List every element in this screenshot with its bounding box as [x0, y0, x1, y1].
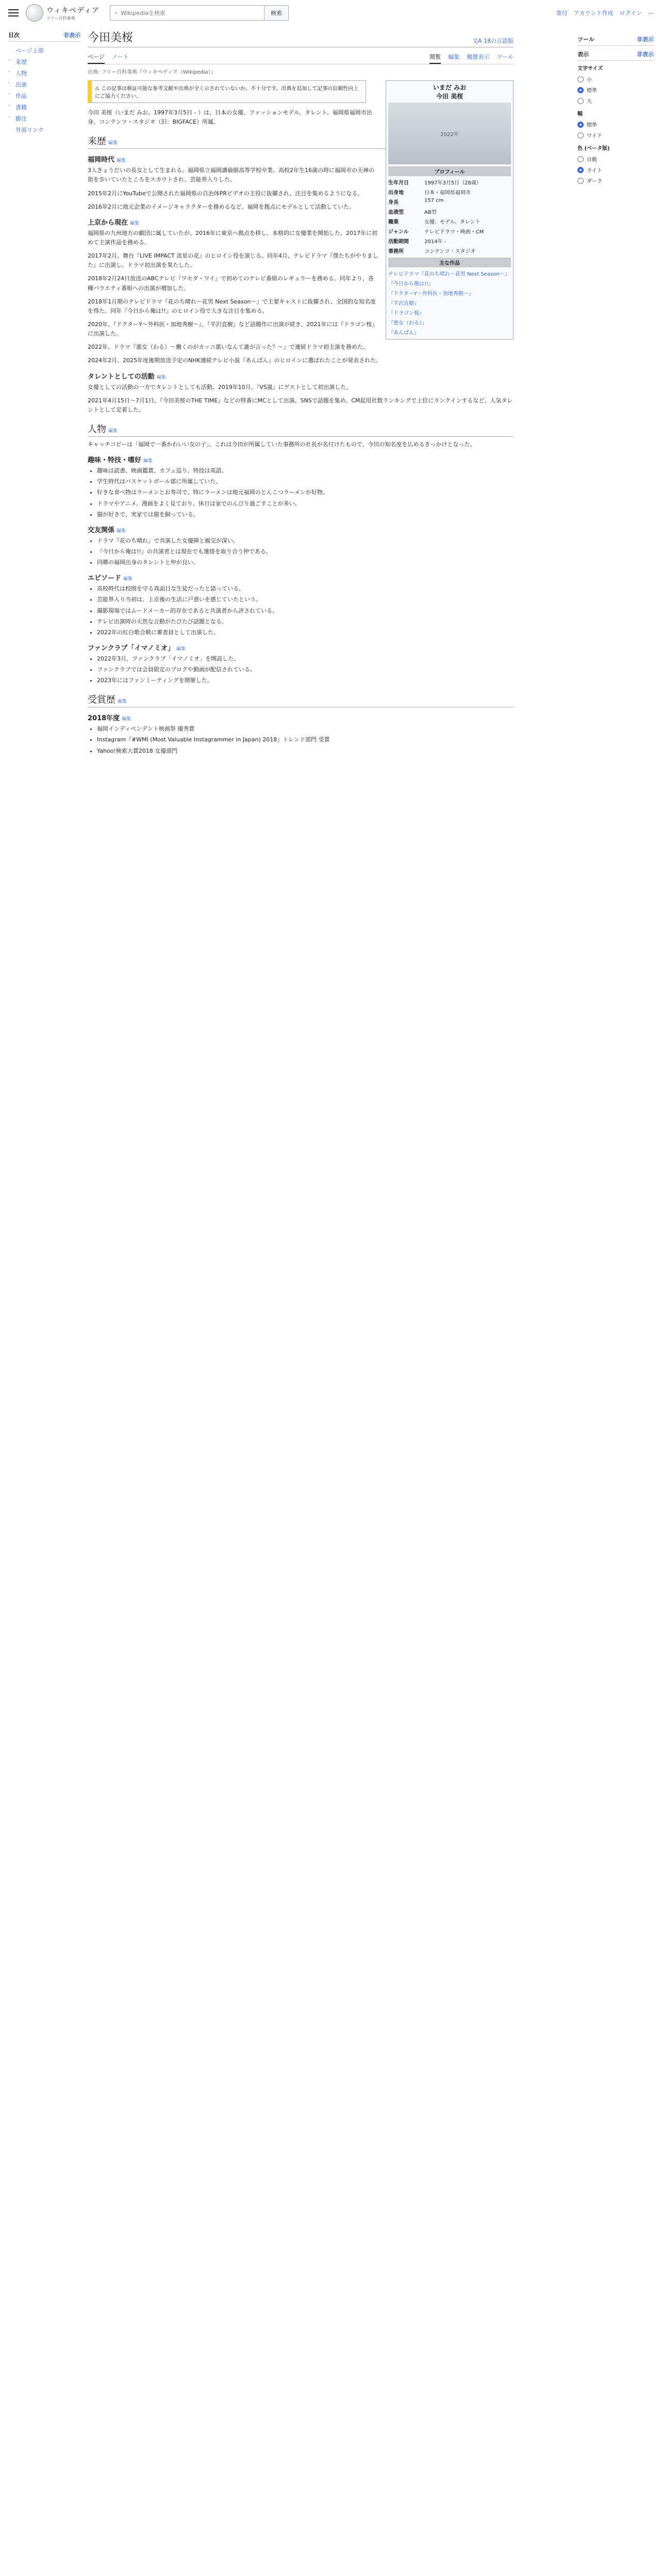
toc-hide-button[interactable]: 非表示: [63, 32, 80, 39]
infobox-value: 157 cm: [424, 198, 444, 204]
list-item: • 学生時代はバスケットボール部に所属していた。: [97, 477, 514, 486]
list-item: • ファンクラブでは会員限定のブログや動画が配信されている。: [97, 665, 514, 674]
chevron-icon[interactable]: [8, 126, 12, 134]
infobox-work-link[interactable]: テレビドラマ『花のち晴れ〜花男 Next Season〜』: [388, 272, 510, 277]
section-heading: [88, 692, 514, 707]
list-item: • ドラマやアニメ、漫画をよく見ており、休日は家でのんびり過ごすことが多い。: [97, 499, 514, 509]
infobox-key: 活動期間: [388, 239, 409, 245]
site-header: [0, 0, 662, 26]
infobox-profile-heading: プロフィール: [388, 166, 511, 176]
radio-circle-icon[interactable]: [577, 167, 584, 173]
page-tabs: [88, 50, 514, 64]
radio-option[interactable]: [577, 84, 654, 95]
list-item: • Yahoo!検索大賞2018 女優部門: [97, 747, 514, 756]
width-heading: 幅: [577, 111, 583, 117]
appearance-sidebar: [577, 31, 654, 186]
paragraph: 2021年4月15日〜7月1日、『今田美桜のTHE TIME』などの特番にMCとして出演。SNSで話題を集め、CM起用社数ランキングで上位にランクインするなど、人気タレントとして定着した。: [88, 397, 513, 413]
site-name: ウィキペディア: [46, 6, 100, 15]
infobox-key: 事務所: [388, 249, 404, 255]
appearance-heading: 表示 非表示: [577, 50, 654, 61]
toc-item[interactable]: [8, 101, 80, 113]
toc-item-label: 脚注: [15, 115, 27, 122]
bullet-list: [97, 466, 514, 519]
list-item: • 2022年3月、ファンクラブ「イマノミオ」を開設した。: [97, 654, 514, 664]
tools-hide-button[interactable]: 非表示: [637, 36, 654, 43]
infobox-work-link[interactable]: 『ドラゴン桜』: [388, 311, 424, 316]
infobox-key: 身長: [388, 200, 399, 206]
create-account-link[interactable]: アカウント作成: [573, 10, 614, 16]
infobox-value: 1997年3月5日（28歳）: [424, 180, 482, 186]
infobox-row: [388, 177, 511, 187]
edit-section-link[interactable]: 編集: [108, 141, 118, 146]
chevron-icon[interactable]: ›: [8, 69, 10, 74]
bullet-list: [97, 654, 514, 685]
chevron-icon[interactable]: ›: [8, 103, 10, 108]
article-subtitle: 出典: フリー百科事典『ウィキペディア（Wikipedia）』: [88, 70, 216, 75]
radio-option[interactable]: [577, 164, 654, 175]
infobox-name: 今田 美桜: [436, 93, 464, 100]
tab-page[interactable]: ページ: [88, 50, 105, 64]
radio-option[interactable]: [577, 74, 654, 84]
tab-talk[interactable]: ノート: [111, 54, 129, 60]
edit-subsection-link[interactable]: 編集: [176, 646, 186, 652]
list-item: • 猫が好きで、実家では猫を飼っている。: [97, 510, 514, 519]
infobox-row: [388, 216, 511, 226]
subsection-title: ファンクラブ「イマノミオ」: [88, 644, 175, 652]
subsection-title: 福岡時代: [88, 156, 115, 164]
toc-item[interactable]: [8, 45, 80, 56]
subsection-title: 交友関係: [88, 526, 115, 534]
toc-item[interactable]: [8, 79, 80, 90]
language-button[interactable]: 文A 18の言語版: [472, 38, 514, 44]
edit-subsection-link[interactable]: 編集: [122, 717, 131, 722]
infobox-work-link[interactable]: 『ドクターY〜外科医・加地秀樹〜』: [388, 291, 474, 297]
appearance-hide-button[interactable]: 非表示: [637, 51, 654, 58]
infobox: [386, 80, 514, 340]
bullet-list: [97, 724, 514, 755]
section-title: 人物: [88, 423, 106, 435]
chevron-icon[interactable]: ›: [8, 80, 10, 85]
toc-sidebar: [8, 31, 80, 135]
paragraph: 2018年2月24日放送のABCテレビ『ワセダ・ワイ』で初めてのテレビ番組のレギュラーを務める。同年より、各種バラエティ番組への出演が増加した。: [88, 275, 374, 292]
section-title: 来歴: [88, 136, 106, 147]
tab-edit[interactable]: 編集: [448, 54, 460, 60]
radio-option[interactable]: [577, 154, 654, 164]
chevron-icon[interactable]: [8, 46, 12, 55]
toc-item[interactable]: [8, 67, 80, 79]
paragraph: 2015年2月にYouTubeで公開された福岡県の自治体PRビデオの主役に抜擢され、注目を集めるようになる。: [88, 190, 363, 197]
infobox-key: 出身地: [388, 190, 404, 196]
radio-option[interactable]: [577, 175, 654, 186]
infobox-key: 血液型: [388, 210, 404, 215]
section-title: 受賞歴: [88, 694, 115, 706]
infobox-work-link[interactable]: 『悪女（わる）』: [388, 320, 427, 326]
subsection-title: 2018年度: [88, 715, 120, 723]
login-link[interactable]: ログイン: [619, 10, 642, 16]
chevron-icon[interactable]: ›: [8, 92, 10, 96]
subsection-heading: [88, 713, 514, 722]
infobox-key: 職業: [388, 219, 399, 225]
radio-circle-icon[interactable]: [577, 87, 584, 93]
infobox-work-link[interactable]: 『半沢直樹』: [388, 301, 419, 307]
radio-label: 標準: [587, 88, 597, 94]
subsection-heading: [88, 524, 514, 534]
bullet-list: [97, 536, 514, 567]
infobox-works-heading: 主な作品: [388, 258, 511, 267]
paragraph: 福岡県の九州地方の劇団に属していたが、2016年に東京へ拠点を移し、本格的に女優業を開始した。2017年に初めて主演作品を務める。: [88, 229, 377, 246]
search-placeholder: Wikipediaを検索: [121, 10, 166, 16]
title-row: [88, 29, 514, 47]
chevron-icon[interactable]: ›: [8, 114, 10, 119]
infobox-key: ジャンル: [388, 229, 409, 235]
paragraph: 2020年、『ドクターY〜外科医・加地秀樹〜』、『半沢直樹』など話題作に出演が続き、2021年には『ドラゴン桜』に出演した。: [88, 320, 378, 337]
toc-item-label: 外部リンク: [15, 127, 44, 133]
list-item: • 『今日から俺は!!』の共演者とは現在でも連絡を取り合う仲である。: [97, 547, 514, 556]
paragraph: 女優としての活動の一方でタレントとしても活動。2019年10月、『VS嵐』にゲストとして初出演した。: [88, 383, 352, 391]
paragraph: キャッチコピーは「福岡で一番かわいい女の子」。これは今田が所属していた事務所の社長が名付けたもので、今田の知名度を広めるきっかけとなった。: [88, 440, 476, 448]
list-item: • 高校時代は校則を守る真面目な生徒だったと語っている。: [97, 584, 514, 594]
subsection-title: タレントとしての活動: [88, 372, 155, 381]
infobox-value: 女優、モデル、タレント: [424, 219, 481, 225]
toc-item-label: 人物: [15, 70, 27, 77]
radio-circle-icon[interactable]: [577, 76, 584, 82]
infobox-row: [388, 187, 511, 197]
list-item: • 2022年の紅白歌合戦に審査員として出演した。: [97, 628, 514, 637]
list-item: • 撮影現場ではムードメーカー的存在であると共演者から評されている。: [97, 606, 514, 616]
citation-notice: ⚠ この記事は検証可能な参考文献や出典が全く示されていないか、不十分です。出典を追加して記事の信頼性向上にご協力ください。: [88, 80, 366, 103]
infobox-row: [388, 226, 511, 236]
infobox-key: 生年月日: [388, 180, 409, 186]
edit-subsection-link[interactable]: 編集: [156, 375, 166, 380]
toc-item[interactable]: [8, 113, 80, 124]
infobox-value: 2014年 -: [424, 239, 446, 245]
chevron-icon[interactable]: ›: [8, 58, 10, 62]
radio-label: 標準: [587, 123, 597, 128]
search-input[interactable]: [110, 5, 264, 21]
toc-item-label: 作品: [15, 93, 27, 99]
radio-option[interactable]: [577, 130, 654, 141]
user-links: [556, 9, 654, 17]
list-item: • 趣味は読書、映画鑑賞、カフェ巡り。特技は英語。: [97, 466, 514, 476]
list-item: • 福岡インディペンデント映画祭 優秀賞: [97, 724, 514, 734]
infobox-row: [388, 197, 511, 207]
paragraph: 3人きょうだいの長女として生まれる。福岡県立福岡講倫館高等学校卒業。高校2年生16歳の時に福岡市の天神の街を歩いていたところをスカウトされ、芸能界入りした。: [88, 167, 374, 183]
more-options-icon[interactable]: ⋯: [648, 9, 654, 16]
text-size-heading: 文字サイズ: [577, 66, 603, 72]
infobox-name-kana: いまだ みお: [433, 84, 467, 91]
list-item: • ドラマ『花のち晴れ』で共演した女優陣と親交が深い。: [97, 536, 514, 546]
list-item: • 2023年にはファンミーティングを開催した。: [97, 676, 514, 685]
page-title: 今田美桜: [88, 31, 134, 44]
radio-circle-icon[interactable]: [577, 156, 584, 162]
toc-item[interactable]: [8, 56, 80, 67]
toc-item-label: ページ上部: [15, 47, 44, 54]
edit-subsection-link[interactable]: 編集: [123, 577, 133, 582]
donate-link[interactable]: 寄付: [556, 10, 568, 16]
tab-read[interactable]: 閲覧: [429, 50, 441, 64]
paragraph: 2024年2月、2025年度後期放送予定のNHK連続テレビ小説『あんぱん』のヒロインに選ばれたことが発表された。: [88, 357, 382, 364]
subsection-title: 趣味・特技・嗜好: [88, 456, 142, 465]
radio-label: ワイド: [587, 133, 602, 139]
infobox-row: [388, 207, 511, 216]
radio-circle-icon[interactable]: [577, 132, 584, 139]
toc-item-label: 書籍: [15, 104, 27, 111]
infobox-photo[interactable]: 2022年: [388, 103, 511, 164]
radio-label: 自動: [587, 157, 597, 163]
bullet-list: [97, 584, 514, 637]
toc-item[interactable]: [8, 90, 80, 101]
edit-subsection-link[interactable]: 編集: [117, 158, 126, 164]
radio-label: 小: [587, 77, 592, 83]
toc-item-label: 来歴: [15, 59, 27, 65]
list-item: • 好きな食べ物はラーメンとお寿司で、特にラーメンは地元福岡のとんこつラーメンが好物。: [97, 488, 514, 497]
toc-item[interactable]: [8, 124, 80, 135]
section-heading: [88, 422, 514, 437]
subsection-title: 上京から現在: [88, 218, 128, 227]
edit-subsection-link[interactable]: 編集: [143, 459, 153, 464]
list-item: • Instagram『#WMI (Most Valuable Instagrammer in Japan) 2018』トレンド部門 受賞: [97, 735, 514, 744]
lead-paragraph: 今田 美桜（いまだ みお、1997年3月5日 - ）は、日本の女優、ファッションモデル、タレント。福岡県福岡市出身。コンテンツ・スタジオ（旧：BIGFACE）所属。: [88, 109, 372, 126]
list-item: • テレビ出演時の天然な言動がたびたび話題となる。: [97, 617, 514, 626]
subsection-title: エピソード: [88, 574, 122, 583]
globe-icon: [26, 4, 43, 22]
infobox-value: 日本・福岡県福岡市: [424, 190, 471, 196]
tab-history[interactable]: 履歴表示: [467, 54, 490, 60]
infobox-value: コンテンツ・スタジオ: [424, 249, 476, 255]
infobox-work-link[interactable]: 『あんぱん』: [388, 330, 419, 336]
infobox-value: AB型: [424, 210, 437, 215]
radio-circle-icon[interactable]: [577, 98, 584, 104]
paragraph: 2016年2月に地元企業のイメージキャラクターを務めるなど、福岡を拠点にモデルとして活動していた。: [88, 203, 355, 210]
radio-label: ライト: [587, 168, 602, 174]
radio-label: ダーク: [587, 179, 602, 184]
subsection-heading: [88, 642, 514, 652]
search-icon: ⌕: [114, 9, 118, 16]
radio-label: 大: [587, 99, 592, 105]
paragraph: 2022年、ドラマ『悪女（わる）〜働くのがカッコ悪いなんて誰が言った？〜』で連続ドラマ初主演を務めた。: [88, 344, 369, 351]
warning-icon: ⚠: [95, 86, 102, 92]
toc-item-label: 出演: [15, 81, 27, 88]
edit-section-link[interactable]: 編集: [118, 699, 127, 705]
edit-subsection-link[interactable]: 編集: [130, 221, 140, 226]
infobox-work-link[interactable]: 『今日から俺は!!』: [388, 281, 434, 287]
toc-heading: 目次 非表示: [8, 31, 80, 42]
paragraph: 2017年2月、舞台『LIVE IMPACT 流星の花』のヒロイン役を演じる。同年4月、テレビドラマ『僕たちがやりました』に出演し、ドラマ初出演を果たした。: [88, 252, 378, 269]
radio-option[interactable]: [577, 95, 654, 106]
tab-tools[interactable]: ツール: [496, 54, 514, 60]
list-item: • 芸能界入り当初は、上京後の生活に戸惑いを感じていたという。: [97, 595, 514, 604]
radio-circle-icon[interactable]: [577, 178, 584, 184]
wikipedia-logo[interactable]: [26, 4, 100, 22]
radio-circle-icon[interactable]: [577, 122, 584, 128]
infobox-value: テレビドラマ・映画・CM: [424, 229, 484, 235]
search-button[interactable]: 検索: [264, 5, 289, 21]
subsection-heading: [88, 454, 514, 464]
subsection-heading: [88, 572, 514, 582]
site-tagline: フリー百科事典: [46, 15, 75, 21]
infobox-row: [388, 246, 511, 256]
main-menu-icon[interactable]: [8, 9, 19, 16]
edit-subsection-link[interactable]: 編集: [117, 528, 126, 534]
edit-section-link[interactable]: 編集: [108, 428, 118, 434]
paragraph: 2018年1月期のテレビドラマ『花のち晴れ〜花男 Next Season〜』で主要キャストに抜擢され、全国的な知名度を得た。同年『今日から俺は!!』のヒロイン役で大きな注目を集める。: [88, 298, 376, 314]
radio-option[interactable]: [577, 119, 654, 130]
language-icon: 文A: [472, 38, 484, 44]
tools-heading: ツール 非表示: [577, 35, 654, 46]
color-heading: 色 (ベータ版): [577, 146, 610, 151]
infobox-row: [388, 236, 511, 246]
article-main: [88, 29, 514, 760]
subsection-heading: [88, 371, 514, 381]
list-item: • 同郷の福岡出身のタレントと仲が良い。: [97, 558, 514, 567]
